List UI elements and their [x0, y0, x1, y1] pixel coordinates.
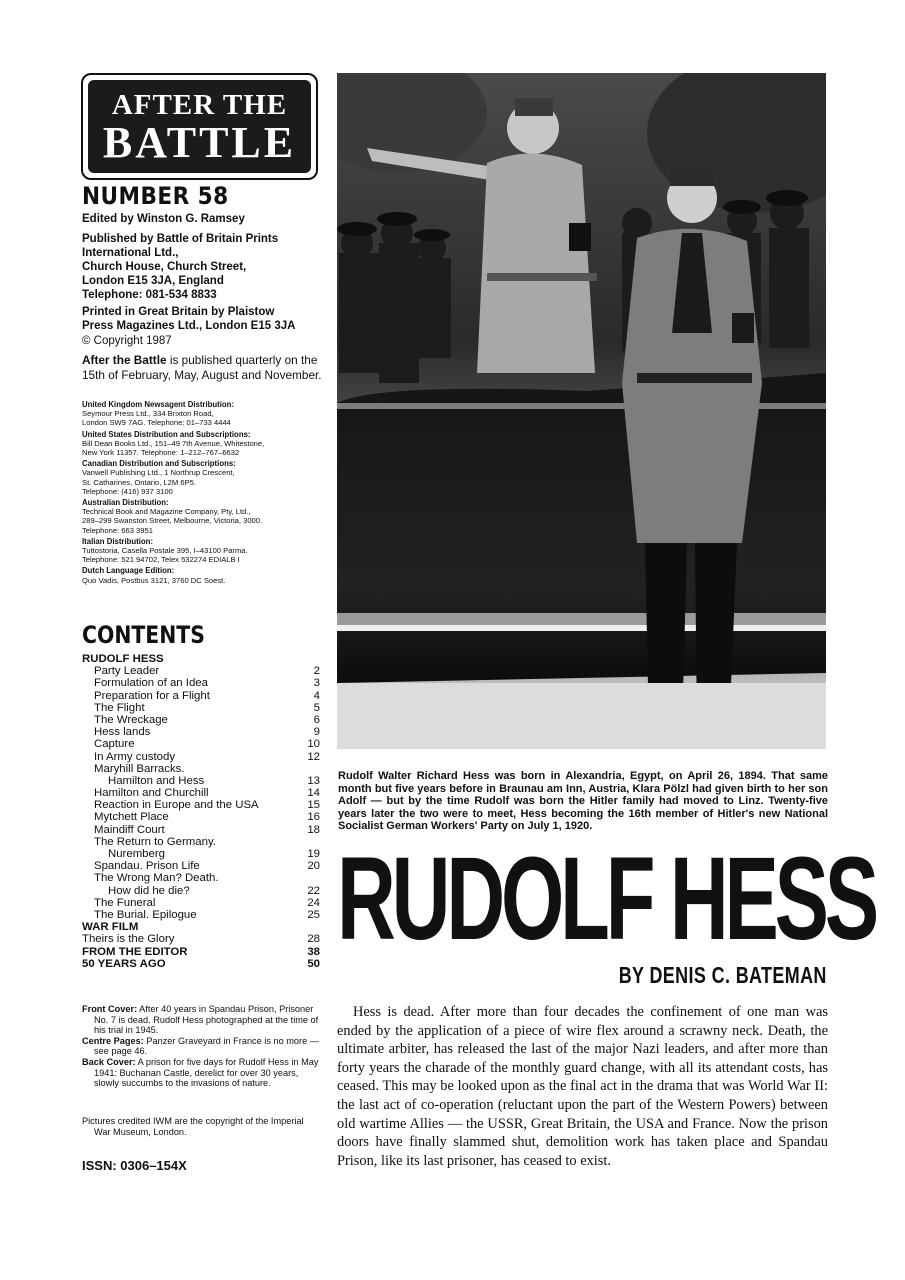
distribution-heading: Canadian Distribution and Subscriptions:	[82, 459, 236, 469]
toc-label: Hamilton and Churchill	[94, 787, 209, 800]
toc-label: The Funeral	[94, 896, 156, 909]
toc-row	[82, 738, 320, 750]
hitler-hess-photo	[337, 73, 826, 749]
distribution-entry	[82, 537, 327, 565]
distribution-list	[82, 400, 327, 587]
distribution-line: Telephone: 663 3951	[82, 525, 153, 535]
cover-notes	[82, 1004, 322, 1089]
toc-page-number: 20	[307, 860, 320, 873]
distribution-line: Technical Book and Magazine Company, Pty, Ltd.,	[82, 507, 251, 517]
toc-label: Spandau. Prison Life	[94, 860, 200, 873]
back-cover-label: Back Cover:	[82, 1056, 136, 1067]
toc-row	[82, 897, 320, 909]
toc-label: The Wrong Man? Death.	[94, 872, 219, 885]
toc-page-number: 24	[307, 896, 320, 909]
photo-credit: Pictures credited IWM are the copyright of the Imperial War Museum, London.	[82, 1116, 304, 1137]
editor-credit: Edited by Winston G. Ramsey	[82, 213, 245, 225]
toc-page-number: 5	[313, 701, 320, 714]
toc-row	[82, 933, 320, 945]
distribution-entry	[82, 430, 327, 458]
distribution-entry	[82, 459, 327, 496]
logo-line-2: BATTLE	[102, 118, 297, 167]
toc-row	[82, 958, 320, 970]
toc-page-number: 14	[307, 787, 320, 800]
publication-schedule: is published quarterly on the 15th of February, May, August and November.	[82, 353, 322, 382]
logo-panel	[88, 80, 311, 173]
toc-row	[82, 775, 320, 787]
distribution-heading: United Kingdom Newsagent Distribution:	[82, 400, 235, 409]
distribution-entry	[82, 566, 327, 584]
toc-label: Hess lands	[94, 726, 151, 739]
distribution-line: Telephone: (416) 937 3100	[82, 486, 173, 496]
back-cover-text: A prison for five days for Rudolf Hess in May 1941: Buchanan Castle, derelict for over 30 years, slowly succumbs to the invasions of nature.	[94, 1056, 319, 1089]
centre-pages-note	[82, 1036, 322, 1057]
centre-pages-text: Panzer Graveyard in France is no more — see page 46.	[94, 1035, 319, 1057]
toc-row	[82, 665, 320, 677]
distribution-line: Quo Vadis, Postbus 3121, 3760 DC Soest.	[82, 575, 226, 585]
toc-row	[82, 946, 320, 958]
toc-label: How did he die?	[108, 884, 190, 897]
toc-label: Nuremberg	[108, 848, 165, 860]
printer-line: Press Magazines Ltd., London E15 3JA	[82, 320, 296, 332]
toc-label: The Flight	[94, 701, 145, 714]
toc-label: The Return to Germany.	[94, 835, 216, 848]
toc-label: The Burial. Epilogue	[94, 908, 197, 921]
printer-line: Printed in Great Britain by Plaistow	[82, 306, 275, 318]
toc-row	[82, 921, 320, 933]
toc-page-number: 18	[307, 823, 320, 836]
distribution-heading: Australian Distribution:	[82, 498, 169, 508]
toc-row	[82, 848, 320, 860]
toc-row	[82, 763, 320, 775]
photo-caption: Rudolf Walter Richard Hess was born in Alexandria, Egypt, on April 26, 1894. That same month but five years before in Braunau am Inn, Austria, Klara Pölzl had given birth to her son Adolf — but by the time Rudolf was born the Hitler family had moved to Linz. Twenty-five years later the two were to meet, Hess becoming the 16th member of Hitler's new National Socialist German Workers' Party on July 1, 1920.	[338, 770, 828, 833]
publisher-line: London E15 3JA, England	[82, 275, 224, 287]
toc-label: 50 YEARS AGO	[82, 957, 166, 970]
distribution-heading: Dutch Language Edition:	[82, 566, 175, 576]
toc-label: Theirs is the Glory	[82, 933, 175, 946]
toc-page-number: 2	[313, 665, 320, 678]
publisher-block	[82, 232, 322, 302]
toc-row	[82, 751, 320, 763]
toc-label: WAR FILM	[82, 921, 139, 934]
toc-label: Hamilton and Hess	[108, 774, 205, 787]
toc-label: Mytchett Place	[94, 811, 169, 824]
toc-row	[82, 677, 320, 689]
toc-page-number: 6	[313, 713, 320, 726]
toc-page-number: 4	[313, 689, 320, 702]
toc-page-number: 3	[313, 677, 320, 690]
distribution-line: New York 11357. Telephone: 1–212–767–6632	[82, 448, 240, 458]
toc-page-number: 28	[307, 933, 320, 946]
table-of-contents	[82, 653, 320, 970]
distribution-heading: United States Distribution and Subscriptions:	[82, 429, 251, 439]
distribution-line: London SW9 7AG. Telephone: 01–733 4444	[82, 418, 231, 428]
toc-page-number: 9	[313, 726, 320, 739]
toc-page-number: 10	[307, 738, 320, 751]
toc-page-number: 38	[307, 945, 320, 958]
toc-row	[82, 787, 320, 799]
toc-row	[82, 811, 320, 823]
publisher-line: Published by Battle of Britain Prints	[82, 233, 279, 245]
toc-row	[82, 872, 320, 884]
toc-label: Reaction in Europe and the USA	[94, 799, 259, 812]
toc-page-number: 12	[307, 750, 320, 763]
toc-row	[82, 714, 320, 726]
distribution-line: Tuttostoria, Casella Postale 395, I–43100 Parma.	[82, 546, 248, 556]
front-cover-label: Front Cover:	[82, 1004, 138, 1014]
toc-label: FROM THE EDITOR	[82, 945, 188, 958]
distribution-entry	[82, 498, 327, 535]
contents-title: CONTENTS	[82, 621, 205, 649]
front-cover-text: After 40 years in Spandau Prison, Prisoner No. 7 is dead. Rudolf Hess photographed at the time of his trial in 1945.	[94, 1004, 319, 1036]
toc-label: RUDOLF HESS	[82, 653, 164, 665]
toc-page-number: 16	[307, 811, 320, 824]
toc-label: Maindiff Court	[94, 823, 165, 836]
toc-label: Capture	[94, 738, 135, 751]
toc-page-number: 25	[307, 908, 320, 921]
distribution-heading: Italian Distribution:	[82, 536, 154, 546]
issue-number: NUMBER 58	[82, 182, 229, 210]
distribution-line: 289–299 Swanston Street, Melbourne, Victoria, 3000.	[82, 516, 263, 526]
publisher-line: Church House, Church Street,	[82, 261, 247, 273]
toc-page-number: 50	[307, 957, 320, 970]
publisher-line: Telephone: 081-534 8833	[82, 289, 217, 301]
toc-label: The Wreckage	[94, 713, 168, 726]
distribution-line: St. Catharines, Ontario, L2M 6P5.	[82, 477, 196, 487]
toc-label: Preparation for a Flight	[94, 689, 210, 702]
publication-note	[82, 353, 324, 383]
toc-page-number: 22	[307, 884, 320, 897]
toc-row	[82, 799, 320, 811]
toc-row	[82, 702, 320, 714]
toc-row	[82, 885, 320, 897]
publication-title: After the Battle	[82, 353, 167, 367]
toc-label: Party Leader	[94, 665, 160, 678]
toc-row	[82, 690, 320, 702]
toc-label: Maryhill Barracks.	[94, 762, 185, 775]
toc-row	[82, 726, 320, 738]
front-cover-note	[82, 1004, 322, 1036]
toc-page-number: 19	[307, 848, 320, 860]
centre-pages-label: Centre Pages:	[82, 1035, 144, 1046]
toc-label: Formulation of an Idea	[94, 677, 208, 690]
publisher-line: International Ltd.,	[82, 247, 179, 259]
toc-row	[82, 824, 320, 836]
photo-illustration	[337, 73, 826, 749]
copyright: © Copyright 1987	[82, 335, 172, 347]
toc-row	[82, 909, 320, 921]
toc-label: In Army custody	[94, 750, 176, 763]
distribution-line: Telephone: 521 94702, Telex 532274 EDIALB I	[82, 555, 240, 565]
distribution-line: Bill Dean Books Ltd., 151–49 7th Avenue, Whitestone,	[82, 438, 265, 448]
magazine-logo	[81, 73, 318, 180]
toc-page-number: 15	[307, 799, 320, 812]
toc-row	[82, 860, 320, 872]
article-byline: BY DENIS C. BATEMAN	[618, 962, 827, 988]
toc-page-number: 13	[307, 774, 320, 787]
issn: ISSN: 0306–154X	[82, 1158, 187, 1173]
back-cover-note	[82, 1057, 322, 1089]
toc-row	[82, 836, 320, 848]
distribution-entry	[82, 400, 327, 428]
toc-row	[82, 653, 320, 665]
logo-line-1: AFTER THE	[111, 89, 288, 121]
article-title: RUDOLF HESS	[337, 833, 876, 965]
distribution-line: Vanwell Publishing Ltd., 1 Northrup Crescent,	[82, 468, 235, 478]
article-body: Hess is dead. After more than four decades the confinement of one man was ended by the application of a piece of wire flex around a scrawny neck. Death, the ultimate arbiter, has released the last of the major Nazi leaders, and after more than forty years the charade of the monthly guard change, with all its attendant costs, has ceased. This may be looked upon as the final act in the drama that was World War II: the last act of co-operation (reluctant upon the part of the Western Powers) between old wartime Allies — the USSR, Great Britain, the USA and France. Now the prison doors have finally slammed shut, demolition work has taken place and Spandau Prison, like its last prisoner, has ceased to exist.	[337, 1004, 828, 1169]
distribution-line: Seymour Press Ltd., 334 Brixton Road,	[82, 409, 214, 419]
printer-block	[82, 305, 322, 333]
